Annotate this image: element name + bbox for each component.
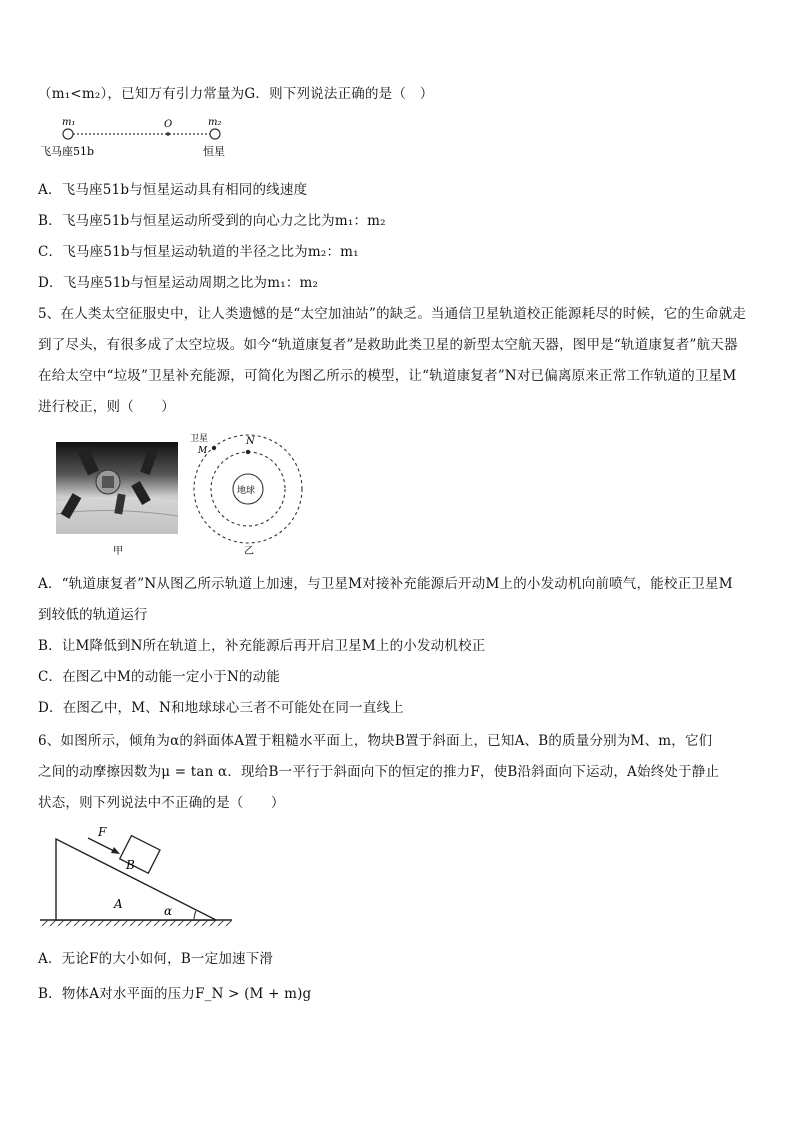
m1-circle: [63, 129, 73, 139]
q5-orbit-figure: [188, 428, 314, 558]
q6-stem-line-3: 状态，则下列说法中不正确的是（ ）: [38, 795, 285, 811]
q5-stem-line-4: 进行校正，则（ ）: [38, 399, 175, 415]
a-label: A: [114, 897, 123, 911]
right-caption: 恒星: [203, 145, 225, 158]
m1-label: m₁: [62, 117, 76, 128]
q4-figure: [38, 112, 258, 164]
m2-label: m₂: [208, 117, 222, 128]
satellite-label-1: 卫星: [190, 434, 209, 444]
q6-incline-figure: [36, 822, 236, 932]
q5-option-a-line-2: 到较低的轨道运行: [38, 607, 148, 623]
q4-stem-tail: （m₁<m₂），已知万有引力常量为G．则下列说法正确的是（ ）: [38, 86, 434, 102]
n-label: N: [246, 436, 255, 447]
q5-stem-line-3: 在给太空中“垃圾”卫星补充能源，可简化为图乙所示的模型，让“轨道康复者”N对已偏离原来正常工作轨道的卫星M: [38, 368, 737, 384]
m2-circle: [210, 129, 220, 139]
q5-option-a-line-1: A．“轨道康复者”N从图乙所示轨道上加速，与卫星M对接补充能源后开动M上的小发动机向前喷气，能校正卫星M: [38, 576, 733, 592]
q5-option-c: C．在图乙中M的动能一定小于N的动能: [38, 669, 281, 685]
q4-option-d: D．飞马座51b与恒星运动周期之比为m₁：m₂: [38, 275, 319, 291]
satellite-label-2: M: [198, 446, 208, 456]
q5-stem-line-2: 到了尽头，有很多成了太空垃圾。如今“轨道康复者”是救助此类卫星的新型太空航天器，图甲是“轨道康复者”航天器: [38, 337, 738, 353]
caption-yi: 乙: [244, 546, 254, 557]
q5-stem-line-1: 5、在人类太空征服史中，让人类遗憾的是“太空加油站”的缺乏。当通信卫星轨道校正能源耗尽的时候，它的生命就走: [38, 306, 746, 322]
q4-option-a: A．飞马座51b与恒星运动具有相同的线速度: [38, 182, 308, 198]
q4-option-c: C．飞马座51b与恒星运动轨道的半径之比为m₂：m₁: [38, 244, 359, 260]
earth-label: 地球: [237, 486, 256, 496]
alpha-label: α: [164, 904, 173, 918]
f-label: F: [98, 825, 107, 839]
q5-option-b: B．让M降低到N所在轨道上，补充能源后再开启卫星M上的小发动机校正: [38, 638, 486, 654]
satellite-m-point: [212, 446, 216, 450]
b-label: B: [126, 858, 135, 872]
q6-stem-line-2: 之间的动摩擦因数为μ = tan α．现给B一平行于斜面向下的恒定的推力F，使B沿斜面向下运动，A始终处于静止: [38, 764, 720, 780]
caption-jia: 甲: [113, 546, 123, 557]
q5-photo-figure: [56, 442, 180, 558]
q6-option-a: A．无论F的大小如何，B一定加速下滑: [38, 951, 274, 967]
o-label: O: [164, 119, 173, 130]
q6-option-b: B．物体A对水平面的压力F_N > (M + m)g: [38, 986, 312, 1002]
force-arrow: [88, 838, 116, 852]
q5-option-d: D．在图乙中，M、N和地球球心三者不可能处在同一直线上: [38, 700, 404, 716]
left-caption: 飞马座51b: [40, 145, 95, 158]
q6-stem-line-1: 6、如图所示，倾角为α的斜面体A置于粗糙水平面上，物块B置于斜面上，已知A、B的质量分别为M、m，它们: [38, 733, 713, 749]
q4-option-b: B．飞马座51b与恒星运动所受到的向心力之比为m₁：m₂: [38, 213, 386, 229]
n-point: [246, 450, 250, 454]
o-point: [166, 132, 170, 136]
